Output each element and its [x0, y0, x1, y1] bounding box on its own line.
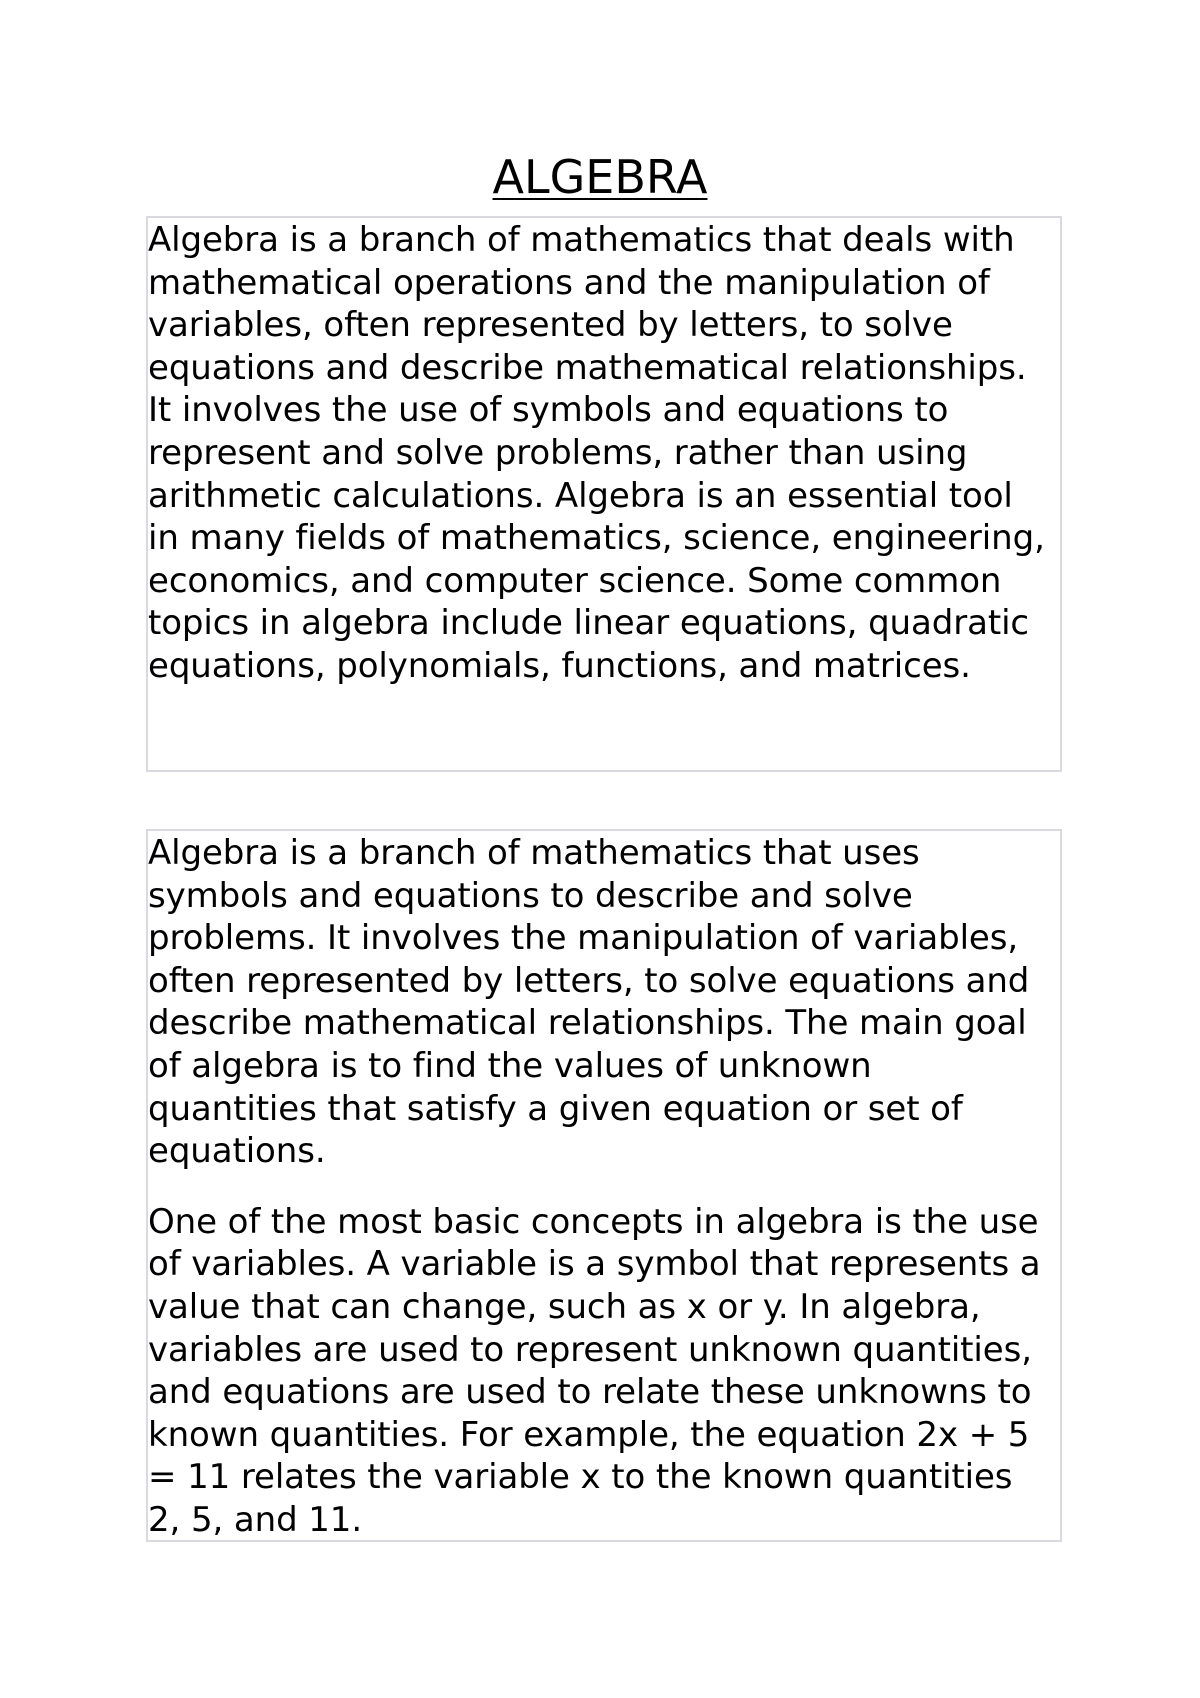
paragraph-variables: One of the most basic concepts in algebra is the use of variables. A variable is a symbol that represents a value that can change, such as x or y. In algebra, variables are used to represent unknown quantities, and equations are used to relate these unknowns to known quantities. For example, the equation 2x + 5 = 11 relates the variable x to the known quantities 2, 5, and 11. [148, 1201, 1041, 1540]
text-box-definition [146, 216, 1062, 772]
text-box-explanation [146, 829, 1062, 1542]
page-title: ALGEBRA [492, 150, 708, 204]
paragraph-definition: Algebra is a branch of mathematics that deals with mathematical operations and the manipulation of variables, often represented by letters, to solve equations and describe mathematical relationships. It involves the use of symbols and equations to represent and solve problems, rather than using arithmetic calculations. Algebra is an essential tool in many fields of mathematics, science, engineering, economics, and computer science. Some common topics in algebra include linear equations, quadratic equations, polynomials, functions, and matrices. [148, 220, 1045, 686]
paragraph-overview: Algebra is a branch of mathematics that uses symbols and equations to describe and solve problems. It involves the manipulation of variables, often represented by letters, to solve equations and describe mathematical relationships. The main goal of algebra is to find the values of unknown quantities that satisfy a given equation or set of equations. [148, 833, 1030, 1172]
